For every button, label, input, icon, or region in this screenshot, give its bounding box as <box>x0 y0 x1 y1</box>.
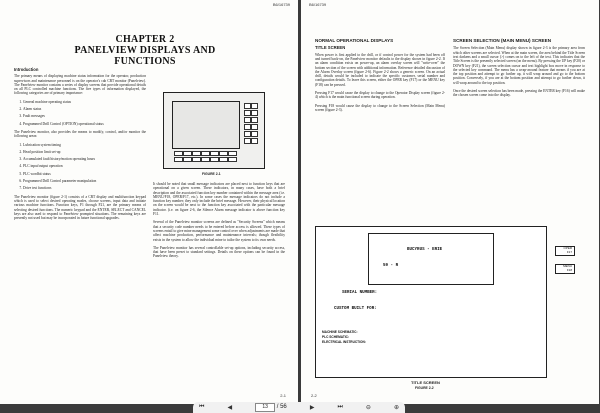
viewer-toolbar <box>193 402 405 413</box>
page-number: 2-1 <box>280 393 286 398</box>
menu-key-number: F18 <box>566 267 572 272</box>
function-key <box>192 151 201 156</box>
side-key <box>251 131 258 137</box>
function-key <box>201 151 210 156</box>
list-item: 7. Drive test functions <box>23 186 146 190</box>
oper-key-number: F17 <box>566 249 572 254</box>
oper-key-label: OPER <box>563 246 572 250</box>
chapter-number: CHAPTER 2 <box>115 34 175 45</box>
company-name: BUCYRUS - ERIE <box>407 248 443 252</box>
page-indicator <box>255 403 287 412</box>
list-item: 4. Programmed Drill Control (OPTION) operational status <box>23 122 146 126</box>
zoom-out-icon[interactable]: ⊖ <box>365 405 371 411</box>
list-item: 1. General machine operating status <box>23 100 146 104</box>
list-item: 1. Lubrication system timing <box>23 143 146 147</box>
function-key <box>183 157 192 162</box>
intro-paragraph-1: The primary means of displaying machine status information for the operator, production supervisors and maintenance personnel is on the operator's cab CRT monitor (Panelview). The Panelview monitor contains a series of display screens that provide operational details on all PLC controlled machine functions. The five types of information displayed, the following categories are of primary importance: <box>14 74 146 96</box>
title-screen-paragraph-2: Pressing F17 would cause the display to change to the Operator Display screen (figure 2-4) which is the main functional screen during operation. <box>315 91 445 100</box>
function-key <box>201 157 210 162</box>
intro-paragraph-3: The Panelview monitor (figure 2-1) consists of a CRT display and multifunction keypad which is used to select desired operating modes, choose screens, input data and initiate various machine functions. Function keys, F1 through F21, are the primary means of selecting desired functions. The numeric keypad and the ENTER, SELECT and CANCEL keys are also used to respond to Panelview prompted situations. The remaining keys are presently not used but may be incorporated in future functional upgrades. <box>14 194 146 221</box>
monitor-crt-screen <box>172 101 240 149</box>
side-key <box>251 110 258 116</box>
figure-caption: FIGURE 2-2 <box>415 386 434 390</box>
figure-caption: FIGURE 2-1 <box>202 172 221 176</box>
model-number: 59 - R <box>383 264 399 268</box>
intro-heading: Introduction <box>14 67 39 72</box>
list-item: 3. Fault messages <box>23 114 146 118</box>
list-item: 6. Programmed Drill Control parameter manipulation <box>23 179 146 183</box>
function-key <box>219 151 228 156</box>
machine-schematic-label: MACHINE SCHEMATIC: <box>322 330 358 334</box>
side-key <box>244 103 251 109</box>
intro-paragraph-2: The Panelview monitor, also provides the means to modify, control, and/or monitor the following areas: <box>14 129 146 139</box>
indicator-paragraph: It should be noted that small message indicators are placed next to function keys that are operational on a given screen. These indicators, in many cases, have both a brief description and the associated function key number contained within the message area (i.e. MENU/F18, OPER/F17, etc.). In some cases the message indicators do not include a function key number; they only include the brief message. However, their physical location on the screen would be next to the function key associated with the particular message indicator. (i.e. on figure 2-6, the Silence Alarm message indicator is above function key F11. <box>153 182 285 217</box>
side-key <box>251 124 258 130</box>
function-key <box>192 157 201 162</box>
subsection-heading: TITLE SCREEN <box>315 45 346 51</box>
side-key <box>244 110 251 116</box>
side-key <box>251 103 258 109</box>
first-page-icon[interactable]: ⏮ <box>199 404 205 410</box>
panelview-monitor-figure <box>163 92 265 169</box>
custom-built-label: CUSTOM BUILT FOR: <box>334 307 377 311</box>
side-key <box>251 117 258 123</box>
function-key <box>228 157 237 162</box>
modify-list <box>14 143 146 191</box>
function-key <box>210 151 219 156</box>
setup-paragraph: The Panelview monitor has several controllable set-up options, including security access, that have been preset to standard settings. Details on these options can be found in the Panelview theory. <box>153 245 285 259</box>
doc-id: B6/16739 <box>272 2 290 7</box>
chapter-name: PANELVIEW DISPLAYS AND FUNCTIONS <box>74 45 216 67</box>
left-column-2 <box>153 182 285 263</box>
zoom-in-icon[interactable]: ⊕ <box>393 405 399 411</box>
chapter-title <box>70 34 220 67</box>
page-right <box>301 0 599 404</box>
list-item: 4. PLC input/output operation <box>23 164 146 168</box>
list-item: 2. Alarm status <box>23 107 146 111</box>
menu-key-label: MENU <box>563 264 572 268</box>
status-list <box>14 100 146 126</box>
previous-page-icon[interactable]: ◀ <box>227 405 233 411</box>
side-key <box>244 117 251 123</box>
title-screen-figure <box>315 226 547 378</box>
function-key <box>183 151 192 156</box>
serial-number-label: SERIAL NUMBER: <box>342 291 378 295</box>
screen-selection-paragraph-2: Once the desired screen selection has been made, pressing the ENTER key (F16) will make the chosen screen come into the display. <box>453 89 585 98</box>
plc-schematic-label: PLC SCHEMATIC: <box>322 335 350 339</box>
side-key <box>244 138 251 144</box>
left-column-1 <box>14 68 146 224</box>
list-item: 3. Accumulated fault history/motion operating hours <box>23 157 146 161</box>
page-number: 2-2 <box>311 393 317 398</box>
list-item: 2. Head position limit set-up <box>23 150 146 154</box>
function-key <box>210 157 219 162</box>
list-item: 5. PLC wordbit status <box>23 172 146 176</box>
menu-key-indicator <box>555 264 575 274</box>
section-heading: SCREEN SELECTION (MAIN MENU) SCREEN <box>453 38 552 43</box>
security-paragraph: Several of the Panelview monitor screens are defined as "Security Screens" which means that a security code number needs to be entered before access is allowed. These types of screens entail to give mine management some control over when adjustments are made that affect machine production, performance and maintenance intervals; though flexibility exists in the system to allow the individual mine to tailor the system to its own needs. <box>153 220 285 242</box>
oper-key-indicator <box>555 246 575 256</box>
total-pages: / 56 <box>276 404 287 410</box>
last-page-icon[interactable]: ⏭ <box>337 404 343 410</box>
title-screen-caption: TITLE SCREEN <box>411 380 440 385</box>
side-key <box>244 124 251 130</box>
side-key <box>244 131 251 137</box>
doc-id: B6/16739 <box>309 2 327 7</box>
screen-selection-paragraph-1: The Screen Selection (Main Menu) display shown in figure 2-3 is the primary area from which other screens are selected. When at the main screen, the area behind the Title Screen text darkens and a small cursor (>) comes on to the left of the text. This indicates that the Title Screen is the presently selected screen (on the menu). By pressing the UP key (F20) or DOWN key (F21), the screen selection cursor and text highlight box move in response to the selected key command. The menu has a wrap-around feature that means if you are at the top position and attempt to go further up, it will wrap around and go to the bottom position. Conversely, if you are at the bottom position and attempt to go further down, it will wrap around to the top position. <box>453 46 585 85</box>
function-key <box>174 151 183 156</box>
electrical-instruction-label: ELECTRICAL INSTRUCTION: <box>322 340 366 344</box>
section-heading: NORMAL OPERATIONAL DISPLAYS <box>315 38 394 43</box>
right-column-2 <box>453 38 585 102</box>
title-screen-paragraph-3: Pressing F18 would cause the display to change to the Screen Selection (Main Menu) screen (figure 2-3). <box>315 103 445 112</box>
function-key <box>174 157 183 162</box>
function-key <box>219 157 228 162</box>
function-key <box>228 151 237 156</box>
side-key <box>251 138 258 144</box>
current-page-input[interactable]: 13 <box>255 403 275 412</box>
next-page-icon[interactable]: ▶ <box>309 405 315 411</box>
title-banner-box <box>368 233 494 285</box>
title-screen-paragraph-1: When power is first applied to the drill, or if control power for the system had been off and turned back-on, the Panelview monitor defaults to the display shown in figure 2-2. If an alarm condition exists on power-up, an alarm overlay screen will "write-over" the bottom section of the screen with additional information. Reference detailed discussion of the Alarm Overlay screen (figure 2-6). Figure 2-2 shows a generic screen. On an actual drill, details would be included to indicate the specific customer, serial number and configuration details. To leave this screen, either the OPER key (F17) or the MENU key (F18) can be pressed. <box>315 52 445 87</box>
right-column-1 <box>315 38 445 116</box>
page-left <box>0 0 298 404</box>
